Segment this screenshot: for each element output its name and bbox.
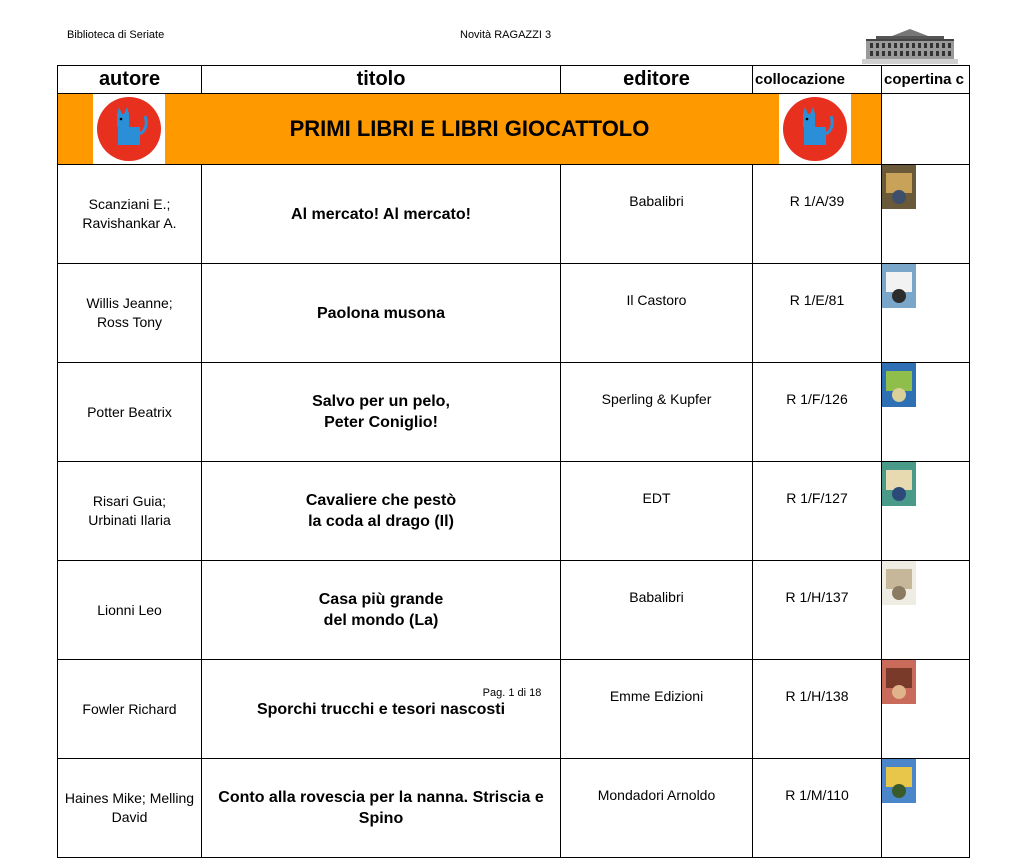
book-cover-cell: [882, 462, 970, 561]
book-cover-thumbnail: [882, 759, 916, 803]
book-author-line: David: [111, 809, 148, 825]
header-library-name: Biblioteca di Seriate: [67, 29, 165, 41]
book-shelfmark: R 1/A/39: [753, 165, 882, 264]
column-header-titolo: titolo: [202, 66, 561, 94]
book-shelfmark: R 1/H/137: [753, 561, 882, 660]
book-title-line: Casa più grande: [318, 591, 444, 608]
book-title-line: Spino: [358, 810, 404, 827]
book-shelfmark: R 1/F/127: [753, 462, 882, 561]
book-title: [202, 165, 561, 264]
column-header-row: [58, 66, 970, 94]
book-cover-cell: [882, 165, 970, 264]
book-row: [58, 363, 970, 462]
column-header-autore: autore: [58, 66, 202, 94]
book-title-line: Salvo per un pelo,: [312, 393, 450, 410]
book-publisher: EDT: [561, 462, 753, 561]
book-author-line: Ravishankar A.: [82, 215, 177, 231]
header-list-title: Novità RAGAZZI 3: [460, 29, 552, 41]
book-author-line: Urbinati Ilaria: [88, 512, 171, 528]
book-row: [58, 759, 970, 858]
library-building-logo: [862, 28, 958, 64]
book-title: [202, 462, 561, 561]
book-shelfmark: R 1/E/81: [753, 264, 882, 363]
column-header-collocazione: collocazione: [753, 66, 882, 94]
book-publisher: Babalibri: [561, 165, 753, 264]
book-author-line: Fowler Richard: [82, 700, 177, 717]
book-cover-thumbnail: [882, 363, 916, 407]
book-row: [58, 264, 970, 363]
books-table: [57, 65, 970, 858]
book-row: [58, 165, 970, 264]
book-title-line: del mondo (La): [323, 612, 439, 629]
book-title-line: Paolona musona: [316, 304, 446, 322]
book-author-line: Haines Mike; Melling: [64, 790, 195, 806]
book-title: [202, 561, 561, 660]
book-author: [58, 660, 202, 759]
page-number: Pag. 1 di 18: [482, 687, 542, 699]
book-title: [202, 759, 561, 858]
book-title-line: Peter Coniglio!: [324, 414, 438, 431]
book-author-line: Ross Tony: [96, 314, 163, 330]
book-title-line: Cavaliere che pestò: [305, 492, 457, 509]
book-author: [58, 561, 202, 660]
section-empty-cell: [882, 94, 970, 165]
book-title: [202, 363, 561, 462]
book-publisher: Il Castoro: [561, 264, 753, 363]
book-title-line: Al mercato! Al mercato!: [291, 205, 471, 223]
book-author-line: Scanziani E.;: [88, 196, 171, 212]
book-cover-thumbnail: [882, 561, 916, 605]
book-publisher: Mondadori Arnoldo: [561, 759, 753, 858]
book-title: [202, 264, 561, 363]
book-shelfmark: R 1/F/126: [753, 363, 882, 462]
cat-logo-icon: [779, 94, 851, 164]
book-shelfmark: R 1/H/138: [753, 660, 882, 759]
book-author-line: Potter Beatrix: [87, 403, 172, 420]
book-title-line: Sporchi trucchi e tesori nascosti: [256, 700, 506, 718]
book-cover-cell: [882, 561, 970, 660]
section-header-row: [58, 94, 970, 165]
book-title: [202, 660, 561, 759]
book-cover-cell: [882, 660, 970, 759]
book-row: [58, 462, 970, 561]
book-author-line: Willis Jeanne;: [86, 295, 173, 311]
section-title: PRIMI LIBRI E LIBRI GIOCATTOLO: [289, 116, 650, 141]
book-author: [58, 363, 202, 462]
book-author: [58, 165, 202, 264]
book-author-line: Lionni Leo: [97, 601, 162, 618]
book-cover-cell: [882, 264, 970, 363]
book-author: [58, 462, 202, 561]
book-author-line: Risari Guia;: [92, 493, 167, 509]
book-publisher: Sperling & Kupfer: [561, 363, 753, 462]
book-row: [58, 561, 970, 660]
book-row: [58, 660, 970, 759]
book-cover-thumbnail: [882, 264, 916, 308]
book-shelfmark: R 1/M/110: [753, 759, 882, 858]
book-rows: [58, 165, 970, 858]
cat-logo-icon: [93, 94, 165, 164]
book-publisher: Babalibri: [561, 561, 753, 660]
column-header-editore: editore: [561, 66, 753, 94]
section-banner: [58, 94, 882, 165]
book-title-line: la coda al drago (Il): [308, 513, 454, 530]
book-publisher: Emme Edizioni: [561, 660, 753, 759]
book-author: [58, 759, 202, 858]
book-title-line: Conto alla rovescia per la nanna. Striscia e: [218, 789, 544, 806]
book-cover-cell: [882, 363, 970, 462]
column-header-copertina: copertina c: [882, 66, 970, 94]
book-author: [58, 264, 202, 363]
book-cover-thumbnail: [882, 165, 916, 209]
book-cover-thumbnail: [882, 462, 916, 506]
book-cover-cell: [882, 759, 970, 858]
